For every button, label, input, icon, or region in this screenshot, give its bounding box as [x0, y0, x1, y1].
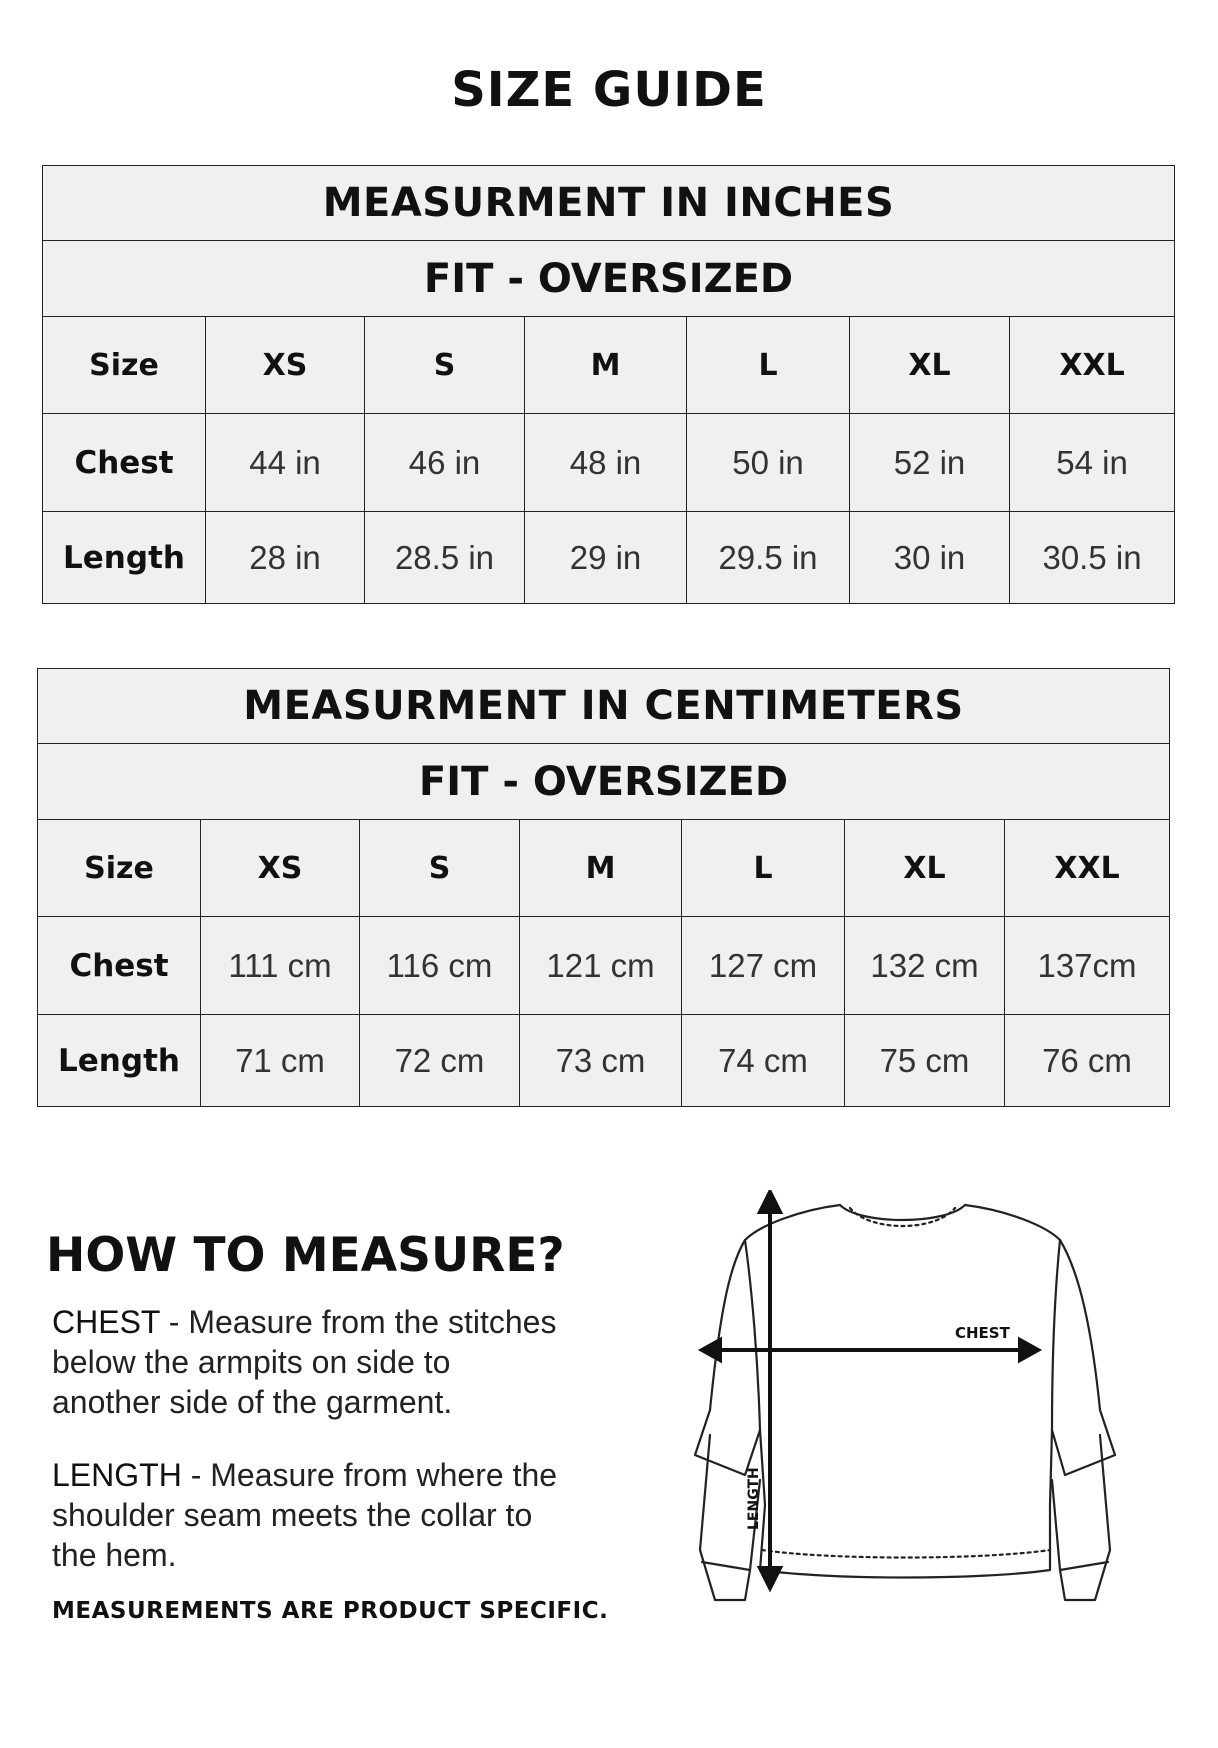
- chest-value: 132 cm: [845, 917, 1005, 1015]
- table-row: [43, 414, 1175, 512]
- size-header-xs: XS: [206, 317, 365, 414]
- length-arrowhead-bottom: [760, 1568, 780, 1588]
- length-value: 30.5 in: [1010, 512, 1175, 604]
- size-header-s: S: [365, 317, 525, 414]
- length-value: 30 in: [850, 512, 1010, 604]
- length-value: 71 cm: [201, 1015, 360, 1107]
- table-row: [38, 1015, 1170, 1107]
- chest-arrowhead-left: [702, 1340, 720, 1360]
- size-header-xl: XL: [845, 820, 1005, 917]
- collar-outline: [840, 1205, 965, 1220]
- inches-table-title: MEASURMENT IN INCHES: [43, 166, 1175, 241]
- length-term: LENGTH: [52, 1457, 182, 1493]
- chest-instructions: [52, 1302, 564, 1422]
- row-label-length: Length: [38, 1015, 201, 1107]
- length-value: 28.5 in: [365, 512, 525, 604]
- product-specific-note: MEASUREMENTS ARE PRODUCT SPECIFIC.: [52, 1598, 609, 1624]
- chest-value: 54 in: [1010, 414, 1175, 512]
- chest-value: 44 in: [206, 414, 365, 512]
- chest-instruction-text: - Measure from the stitches below the armpits on side to another side of the garment.: [52, 1304, 557, 1420]
- length-value: 73 cm: [520, 1015, 682, 1107]
- length-instructions: [52, 1455, 564, 1575]
- row-label-chest: Chest: [38, 917, 201, 1015]
- chest-value: 111 cm: [201, 917, 360, 1015]
- hem-stitch: [762, 1550, 1050, 1558]
- size-header-xs: XS: [201, 820, 360, 917]
- size-header-xxl: XXL: [1005, 820, 1170, 917]
- how-to-measure-heading: HOW TO MEASURE?: [46, 1228, 565, 1283]
- chest-term: CHEST: [52, 1304, 160, 1340]
- length-arrowhead-top: [760, 1192, 780, 1212]
- row-label-length: Length: [43, 512, 206, 604]
- size-column-header: Size: [38, 820, 201, 917]
- centimeters-size-table: [37, 668, 1170, 1107]
- chest-arrowhead-right: [1020, 1340, 1038, 1360]
- length-value: 28 in: [206, 512, 365, 604]
- length-label: LENGTH: [746, 1467, 762, 1530]
- size-header-l: L: [682, 820, 845, 917]
- chest-value: 121 cm: [520, 917, 682, 1015]
- chest-value: 137cm: [1005, 917, 1170, 1015]
- size-header-m: M: [525, 317, 687, 414]
- chest-value: 127 cm: [682, 917, 845, 1015]
- inches-size-table: [42, 165, 1175, 604]
- length-value: 29 in: [525, 512, 687, 604]
- page-title: SIZE GUIDE: [451, 62, 767, 118]
- chest-value: 46 in: [365, 414, 525, 512]
- length-value: 74 cm: [682, 1015, 845, 1107]
- cm-table-title: MEASURMENT IN CENTIMETERS: [38, 669, 1170, 744]
- size-header-xl: XL: [850, 317, 1010, 414]
- chest-value: 50 in: [687, 414, 850, 512]
- length-value: 72 cm: [360, 1015, 520, 1107]
- inches-fit-label: FIT - OVERSIZED: [43, 241, 1175, 317]
- size-header-m: M: [520, 820, 682, 917]
- chest-value: 48 in: [525, 414, 687, 512]
- chest-value: 116 cm: [360, 917, 520, 1015]
- length-instruction-text: - Measure from where the shoulder seam meets the collar to the hem.: [52, 1457, 558, 1573]
- right-sleeve-seam: [1052, 1240, 1060, 1430]
- size-header-xxl: XXL: [1010, 317, 1175, 414]
- cm-fit-label: FIT - OVERSIZED: [38, 744, 1170, 820]
- chest-label: CHEST: [955, 1324, 1010, 1342]
- left-sleeve-seam: [745, 1240, 760, 1430]
- size-header-l: L: [687, 317, 850, 414]
- row-label-chest: Chest: [43, 414, 206, 512]
- length-value: 29.5 in: [687, 512, 850, 604]
- left-cuff: [702, 1562, 750, 1570]
- chest-value: 52 in: [850, 414, 1010, 512]
- length-value: 76 cm: [1005, 1015, 1170, 1107]
- length-value: 75 cm: [845, 1015, 1005, 1107]
- right-cuff: [1060, 1562, 1108, 1570]
- size-header-s: S: [360, 820, 520, 917]
- table-row: [43, 512, 1175, 604]
- size-column-header: Size: [43, 317, 206, 414]
- sweatshirt-measurement-diagram: [690, 1190, 1120, 1660]
- table-row: [38, 917, 1170, 1015]
